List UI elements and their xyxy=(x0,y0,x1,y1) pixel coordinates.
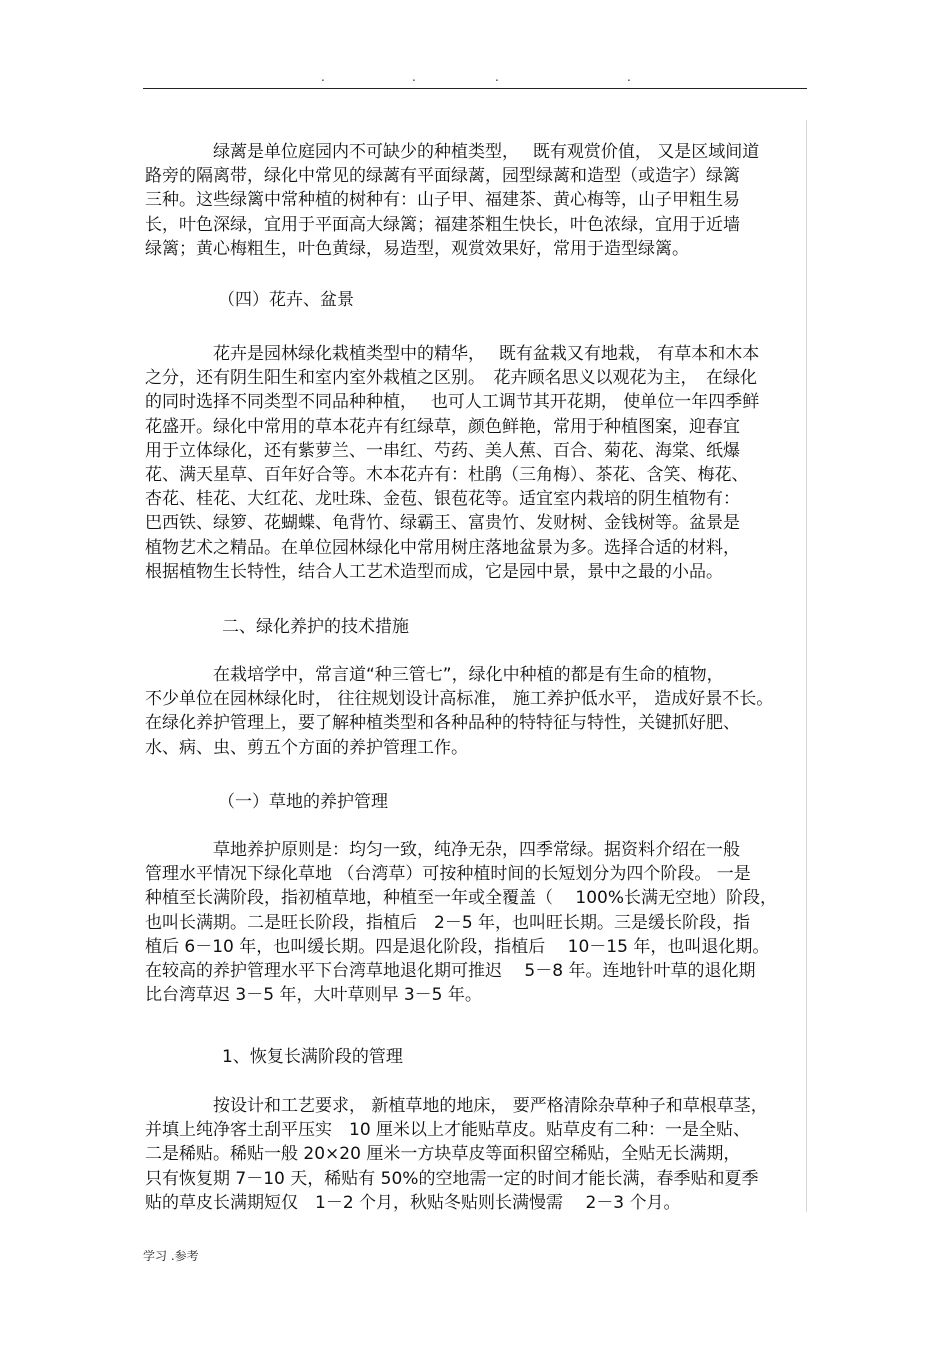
header-dots xyxy=(0,70,950,86)
paragraph xyxy=(145,140,759,261)
paragraph xyxy=(145,838,777,1007)
paragraph xyxy=(145,342,759,584)
paragraph-line: 也叫长满期。二是旺长阶段，指植后 2－5 年，也叫旺长期。三是缓长阶段，指 xyxy=(145,912,751,933)
paragraph-line: 草地养护原则是：均匀一致，纯净无杂，四季常绿。据资料介绍在一般 xyxy=(145,840,740,860)
paragraph-line: 绿篱；黄心梅粗生，叶色黄绿，易造型，观赏效果好，常用于造型绿篱。 xyxy=(145,238,689,259)
header-dot: . xyxy=(321,70,325,84)
paragraph-line: 种植至长满阶段，指初植草地，种植至一年或全覆盖（ 100%长满无空地）阶段， xyxy=(145,888,778,909)
paragraph-line: 水、病、虫、剪五个方面的养护管理工作。 xyxy=(145,737,468,758)
paragraph-line: 花、满天星草、百年好合等。木本花卉有：杜鹃（三角梅）、茶花、含笑、梅花、 xyxy=(145,465,749,486)
page-footer: 学习 .参考 xyxy=(143,1249,199,1263)
header-dot: . xyxy=(412,70,416,84)
header-dot: . xyxy=(627,70,631,84)
header-dot: . xyxy=(495,70,499,84)
paragraph-line: 杏花、桂花、大红花、龙吐珠、金苞、银苞花等。适宜室内栽培的阴生植物有： xyxy=(145,489,740,510)
section-heading: 1、恢复长满阶段的管理 xyxy=(222,1047,403,1067)
paragraph-line: 的同时选择不同类型不同品种种植， 也可人工调节其开花期， 使单位一年四季鲜 xyxy=(145,392,760,413)
paragraph-line: 不少单位在园林绿化时， 往往规划设计高标准， 施工养护低水平， 造成好景不长。 xyxy=(145,689,774,710)
paragraph-line: 长，叶色深绿，宜用于平面高大绿篱；福建茶粗生快长，叶色浓绿，宜用于近墙 xyxy=(145,214,740,235)
right-margin-line xyxy=(806,120,807,1212)
paragraph-line: 植后 6－10 年，也叫缓长期。四是退化阶段，指植后 10－15 年，也叫退化期。 xyxy=(145,936,770,957)
paragraph-line: 只有恢复期 7－10 天，稀贴有 50%的空地需一定的时间才能长满，春季贴和夏季 xyxy=(145,1168,759,1189)
section-heading: （四）花卉、盆景 xyxy=(218,290,354,310)
paragraph-line: 绿蓠是单位庭园内不可缺少的种植类型， 既有观赏价值， 又是区域间道 xyxy=(145,142,760,162)
paragraph-line: 之分，还有阴生阳生和室内室外栽植之区别。 花卉顾名思义以观花为主， 在绿化 xyxy=(145,368,757,389)
paragraph-line: 用于立体绿化，还有紫萝兰、一串红、芍药、美人蕉、百合、菊花、海棠、纸爆 xyxy=(145,440,740,461)
paragraph-line: 比台湾草迟 3－5 年，大叶草则早 3－5 年。 xyxy=(145,985,482,1006)
section-heading: 二、绿化养护的技术措施 xyxy=(222,617,409,637)
paragraph-line: 植物艺术之精品。在单位园林绿化中常用树庄落地盆景为多。选择合适的材料， xyxy=(145,537,740,558)
paragraph-line: 花卉是园林绿化栽植类型中的精华， 既有盆栽又有地栽， 有草本和木本 xyxy=(145,344,760,364)
paragraph-line: 二是稀贴。稀贴一般 20×20 厘米一方块草皮等面积留空稀贴，全贴无长满期， xyxy=(145,1144,741,1165)
paragraph xyxy=(145,663,773,760)
paragraph-line: 在绿化养护管理上，要了解种植类型和各种品种的特特征与特性，关键抓好肥、 xyxy=(145,713,740,734)
paragraph-line: 巴西铁、绿箩、花蝴蝶、龟背竹、绿霸王、富贵竹、发财树、金钱树等。盆景是 xyxy=(145,513,740,534)
header-rule xyxy=(143,88,807,89)
paragraph-line: 在较高的养护管理水平下台湾草地退化期可推迟 5－8 年。连地针叶草的退化期 xyxy=(145,961,756,982)
paragraph-line: 根据植物生长特性，结合人工艺术造型而成，它是园中景，景中之最的小品。 xyxy=(145,561,723,582)
paragraph-line: 按设计和工艺要求， 新植草地的地床， 要严格清除杂草种子和草根草茎， xyxy=(145,1096,768,1116)
paragraph-line: 管理水平情况下绿化草地 （台湾草）可按种植时间的长短划分为四个阶段。 一是 xyxy=(145,864,751,885)
paragraph-line: 贴的草皮长满期短仅 1－2 个月，秋贴冬贴则长满慢需 2－3 个月。 xyxy=(145,1192,681,1213)
section-heading: （一）草地的养护管理 xyxy=(218,792,388,812)
paragraph-line: 并填上纯净客土刮平压实 10 厘米以上才能贴草皮。贴草皮有二种：一是全贴、 xyxy=(145,1120,751,1141)
paragraph xyxy=(145,1094,768,1215)
paragraph-line: 路旁的隔离带，绿化中常见的绿蓠有平面绿蓠，园型绿蓠和造型（或造字）绿篱 xyxy=(145,166,740,187)
paragraph-line: 花盛开。绿化中常用的草本花卉有红绿草，颜色鲜艳，常用于种植图案，迎春宜 xyxy=(145,416,740,437)
paragraph-line: 三种。这些绿篱中常种植的树种有：山子甲、福建茶、黄心梅等，山子甲粗生易 xyxy=(145,190,740,211)
paragraph-line: 在栽培学中，常言道“种三管七”，绿化中种植的都是有生命的植物， xyxy=(145,665,724,685)
